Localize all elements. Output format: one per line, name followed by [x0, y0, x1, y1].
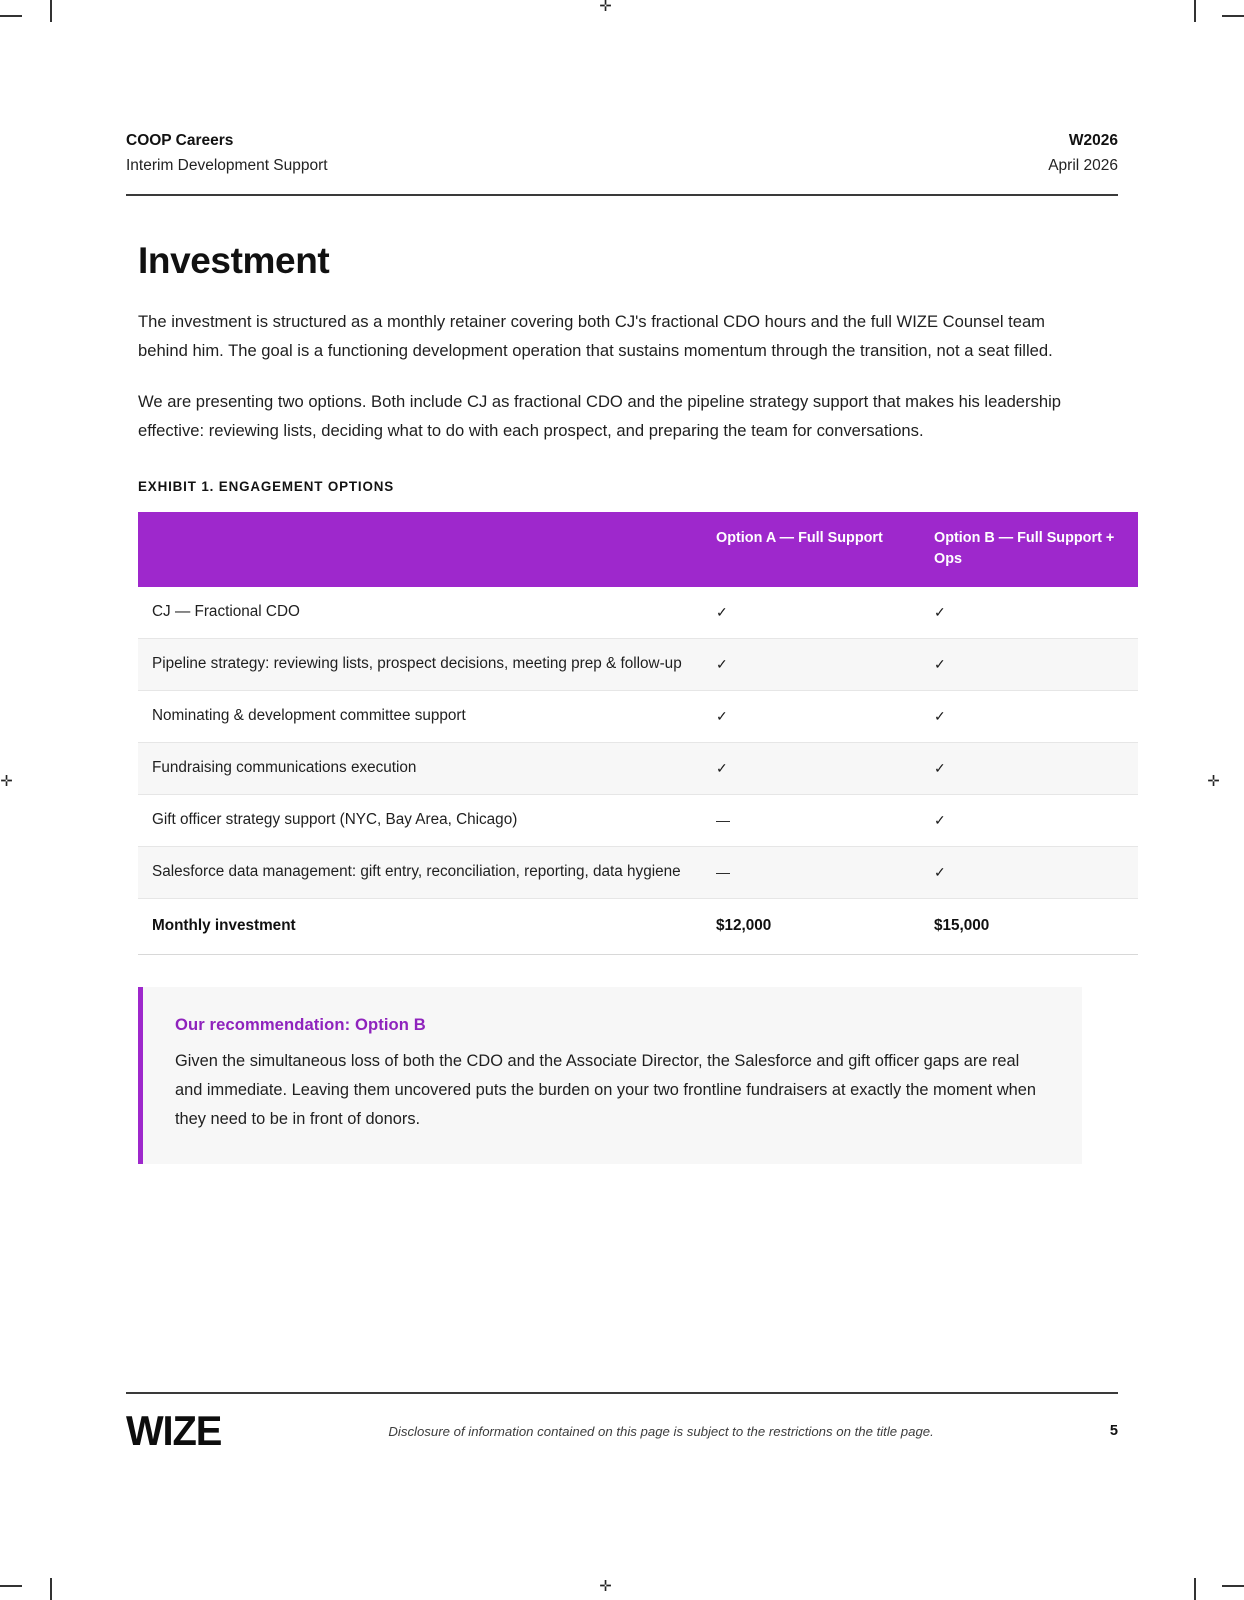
feature-label: CJ — Fractional CDO [138, 587, 702, 639]
wize-logo: WIZE [126, 1407, 222, 1454]
total-option-a: $12,000 [702, 899, 920, 955]
intro-paragraph-1: The investment is structured as a monthly retainer covering both CJ's fractional CDO hours and the full WIZE Counsel team behind him. The goal is a functioning development operation that sustains momentum through the transition, not a seat filled. [138, 312, 1053, 361]
option-a-value: — [702, 795, 920, 847]
column-header-option-a: Option A — Full Support [702, 512, 920, 587]
option-a-value: ✓ [702, 587, 920, 639]
document-code: W2026 [1068, 132, 1118, 149]
registration-mark-top: ✛ [599, 0, 612, 15]
running-head-right [1048, 128, 1118, 178]
feature-label: Salesforce data management: gift entry, reconciliation, reporting, data hygiene [138, 847, 702, 899]
table-header [138, 512, 1138, 587]
total-label: Monthly investment [138, 899, 702, 955]
option-a-value: ✓ [702, 691, 920, 743]
page-footer [126, 1392, 1118, 1452]
exhibit-label: EXHIBIT 1. ENGAGEMENT OPTIONS [138, 479, 395, 495]
header-divider [126, 194, 1118, 196]
page-number: 5 [1109, 1423, 1118, 1439]
table-row [138, 847, 1138, 899]
option-b-value: ✓ [920, 795, 1138, 847]
document-subtitle: Interim Development Support [126, 157, 328, 174]
document-date: April 2026 [1048, 157, 1118, 174]
engagement-options-table [138, 512, 1138, 955]
intro-paragraph-2: We are presenting two options. Both include CJ as fractional CDO and the pipeline strategy support that makes his leadership effective: reviewing lists, deciding what to do with each prospect, and preparing the team for conversations. [138, 392, 1061, 441]
running-head [126, 0, 1118, 178]
column-header-option-b: Option B — Full Support + Ops [920, 512, 1138, 587]
registration-mark-bottom: ✛ [599, 1577, 612, 1595]
option-b-value: ✓ [920, 639, 1138, 691]
feature-label: Fundraising communications execution [138, 743, 702, 795]
registration-mark-right: ✛ [1207, 772, 1220, 790]
table-row [138, 691, 1138, 743]
total-option-b: $15,000 [920, 899, 1138, 955]
recommendation-callout [138, 987, 1082, 1164]
feature-label: Pipeline strategy: reviewing lists, prospect decisions, meeting prep & follow-up [138, 639, 702, 691]
option-b-value: ✓ [920, 587, 1138, 639]
table-body [138, 587, 1138, 955]
option-a-value: ✓ [702, 743, 920, 795]
table-row [138, 587, 1138, 639]
option-a-value: ✓ [702, 639, 920, 691]
footer-row [126, 1407, 1118, 1454]
option-b-value: ✓ [920, 691, 1138, 743]
table-total-row [138, 899, 1138, 955]
option-a-value: — [702, 847, 920, 899]
option-b-value: ✓ [920, 847, 1138, 899]
table-row [138, 639, 1138, 691]
footer-divider [126, 1392, 1118, 1394]
running-head-left [126, 128, 328, 178]
table-header-row [138, 512, 1138, 587]
client-name: COOP Careers [126, 132, 234, 149]
page-title: Investment [138, 240, 330, 281]
feature-label: Gift officer strategy support (NYC, Bay Area, Chicago) [138, 795, 702, 847]
table-row [138, 743, 1138, 795]
callout-body: Given the simultaneous loss of both the CDO and the Associate Director, the Salesforce and gift officer gaps are real and immediate. Leaving them uncovered puts the burden on your two frontline fundraisers at exactly the moment when they need to be in front of donors. [175, 1052, 1036, 1129]
option-b-value: ✓ [920, 743, 1138, 795]
callout-heading: Our recommendation: Option B [175, 1015, 426, 1035]
registration-mark-left: ✛ [0, 772, 13, 790]
table-row [138, 795, 1138, 847]
column-header-feature [138, 512, 702, 587]
feature-label: Nominating & development committee support [138, 691, 702, 743]
disclosure-text: Disclosure of information contained on this page is subject to the restrictions on the title page. [388, 1423, 934, 1439]
